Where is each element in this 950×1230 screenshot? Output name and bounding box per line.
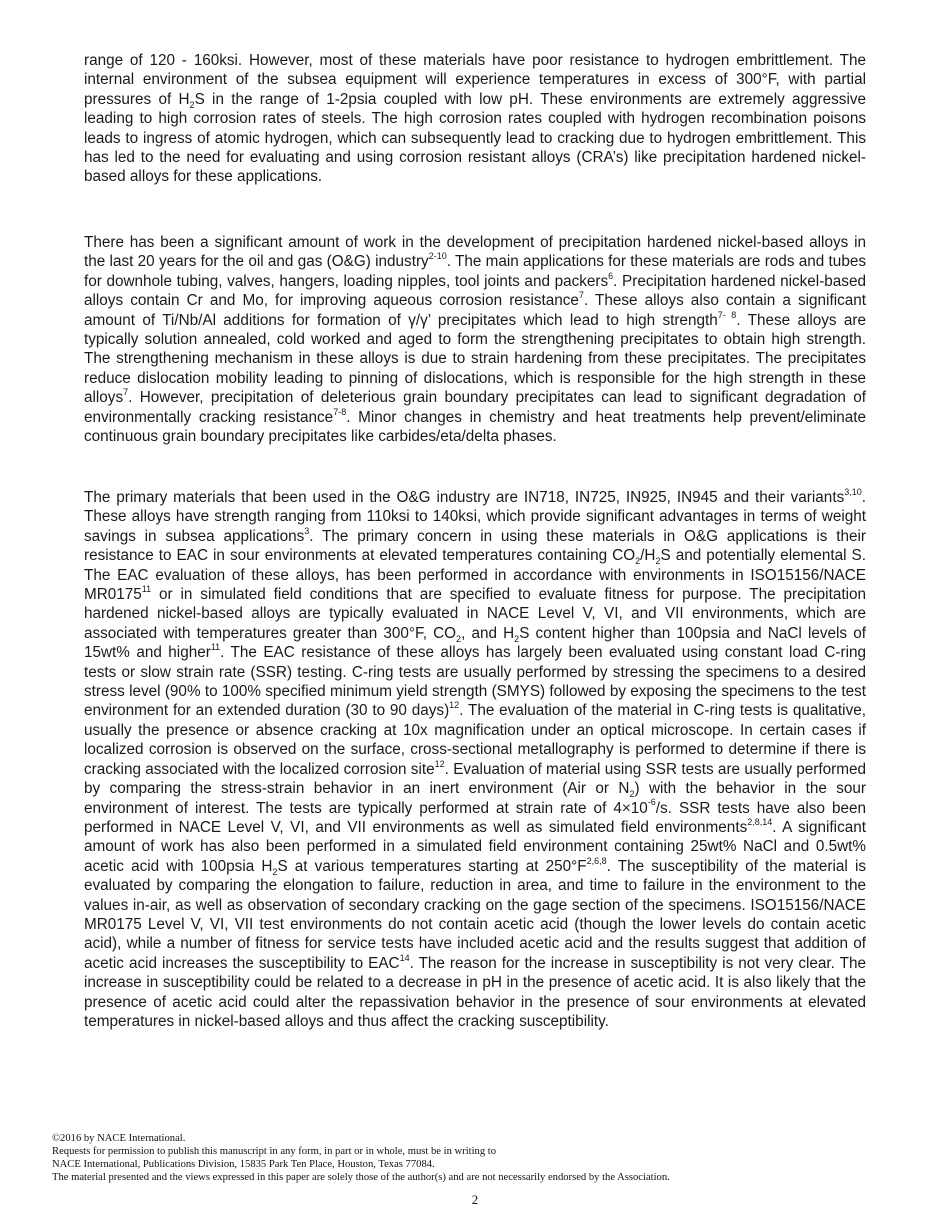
paragraph-eac-evaluation: The primary materials that been used in the O&G industry are IN718, IN725, IN925, IN945 and their variants$^{3,10}$. These alloys have strength ranging from 110ksi to 140ksi, which provide significant advantages in terms of weight savings in subsea applications$^3$. The primary concern in using these materials in O&G applications is their resistance to EAC in sour environments at elevated temperatures containing $CO_2/H_2S$ and potentially elemental S. The EAC evaluation of these alloys, has been performed in accordance with environments in ISO15156/NACE MR0175$^{11}$ or in simulated field conditions that are specified to evaluate fitness for purpose. The precipitation hardened nickel-based alloys are typically evaluated in NACE Level V, VI, and VII environments, which are associated with temperatures greater than 300°F, $CO_2$, and $H_2S$ content higher than 100psia and NaCl levels of 15wt% and higher$^{11}$. The EAC resistance of these alloys has largely been evaluated using constant load C-ring tests or slow strain rate (SSR) testing. C-ring tests are usually performed by stressing the specimens to a desired stress level (90% to 100% specified minimum yield strength (SMYS) followed by exposing the specimens to the test environment for an extended duration (30 to 90 days)$^{12}$. The evaluation of the material in C-ring tests is qualitative, usually the presence or absence cracking at 10x magnification under an optical microscope. In certain cases if localized corrosion is observed on the surface, cross-sectional metallography is performed to determine if there is cracking associated with the localized corrosion site$^{12}$. Evaluation of material using SSR tests are usually performed by comparing the stress-strain behavior in an inert environment (Air or $N_2$) with the behavior in the sour environment of interest. The tests are typically performed at strain rate of $4\times 10^{-6}/s$. SSR tests have also been performed in NACE Level V, VI, and VII environments as well as simulated field environments$^{2,8,14}$. A significant amount of work has also been performed in a simulated field environment containing 25wt% NaCl and 0.5wt% acetic acid with 100psia $H_2S$ at various temperatures starting at $250^\circ F^{2,6,8}$. The susceptibility of the material is evaluated by comparing the elongation to failure, reduction in area, and time to failure in the environment to the values in-air, as well as observation of secondary cracking on the gage section of the specimens. ISO15156/NACE MR0175 Level V, VI, VII test environments do not contain acetic acid (though the lower levels do contain acetic acid), while a number of fitness for service tests have included acetic acid and the results suggest that addition of acetic acid increases the susceptibility to EAC$^{14}$. The reason for the increase in susceptibility is not very clear. The increase in susceptibility could be related to a decrease in pH in the presence of acetic acid. It is also likely that the presence of acetic acid could alter the repassivation behavior in the presence of sour environments at elevated temperatures in nickel-based alloys and thus affect the cracking susceptibility. (84, 486, 867, 1030)
copyright-footer (52, 1132, 902, 1184)
footer-permission: Requests for permission to publish this manuscript in any form, in part or in whole, must be in writing to (52, 1146, 497, 1158)
page-number: 2 (471, 1192, 479, 1207)
paragraph-hydrogen-embrittlement: range of 120 - 160ksi. However, most of these materials have poor resistance to hydrogen embrittlement. The internal environment of the subsea equipment will experience temperatures in excess of 300°F, with partial pressures of $H_2S$ in the range of 1-2psia coupled with low pH. These environments are extremely aggressive leading to high corrosion rates of steels. The high corrosion rates coupled with hydrogen recombination poisons leads to ingress of atomic hydrogen, which can subsequently lead to cracking due to hydrogen embrittlement. This has led to the need for evaluating and using corrosion resistant alloys (CRA’s) like precipitation hardened nickel-based alloys for these applications. (84, 52, 867, 186)
footer-copyright: ©2016 by NACE International. (52, 1133, 186, 1144)
paragraph-precipitation-hardened-alloys: There has been a significant amount of work in the development of precipitation hardened nickel-based alloys in the last 20 years for the oil and gas (O&G) industry$^{2-10}$. The main applications for these materials are rods and tubes for downhole tubing, valves, hangers, loading nipples, tool joints and packers$^6$. Precipitation hardened nickel-based alloys contain Cr and Mo, for improving aqueous corrosion resistance$^7$. These alloys also contain a significant amount of Ti/Nb/Al additions for formation of γ/γ’ precipitates which lead to high strength$^{7- 8}$. These alloys are typically solution annealed, cold worked and aged to form the strengthening precipitates to obtain high strength. The strengthening mechanism in these alloys is due to strain hardening from these precipitates. The precipitates reduce dislocation mobility leading to pinning of dislocations, which is responsible for the high strength in these alloys$^7$. However, precipitation of deleterious grain boundary precipitates can lead to significant degradation of environmentally cracking resistance$^{7-8}$. Minor changes in chemistry and heat treatments help prevent/eliminate continuous grain boundary precipitates like carbides/eta/delta phases. (84, 234, 867, 446)
footer-address: NACE International, Publications Division, 15835 Park Ten Place, Houston, Texas 77084. (52, 1159, 435, 1171)
footer-disclaimer: The material presented and the views expressed in this paper are solely those of the author(s) and are not necessarily endorsed by the Association. (52, 1172, 670, 1184)
